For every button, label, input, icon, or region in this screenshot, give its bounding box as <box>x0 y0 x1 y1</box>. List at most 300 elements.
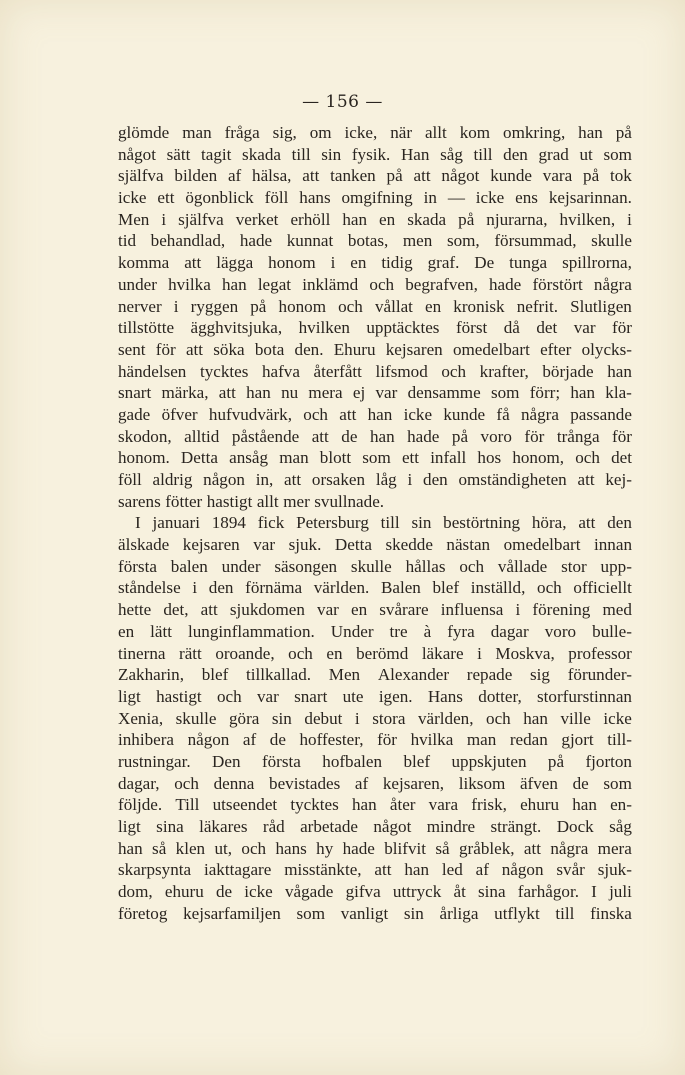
word: hos <box>477 448 502 468</box>
word: i <box>161 209 167 229</box>
word: upp- <box>600 556 632 576</box>
word: att <box>185 339 204 359</box>
word: dotter, <box>478 686 522 706</box>
word: först <box>455 318 488 338</box>
word: vågade <box>284 882 334 902</box>
text-line <box>118 426 632 448</box>
word: de <box>215 882 233 902</box>
word: de <box>341 426 358 446</box>
word: blott <box>319 448 352 468</box>
word: gråblek, <box>459 838 515 858</box>
word: hållas <box>405 556 446 576</box>
word: som <box>603 144 632 164</box>
word: strängt. <box>490 817 542 836</box>
word: honom <box>278 296 326 316</box>
word: hvilka <box>168 274 211 294</box>
word: första <box>261 751 301 771</box>
word: efter <box>540 339 572 359</box>
word: sjukdomen <box>229 600 305 620</box>
text-line <box>118 816 632 838</box>
word: i <box>330 253 336 273</box>
word: repade <box>466 665 513 685</box>
word: lunginflammation. <box>188 621 315 641</box>
word: dom, <box>118 882 153 902</box>
word: på <box>458 209 475 229</box>
word: under <box>221 556 261 576</box>
word: han <box>221 274 247 294</box>
word: januari <box>152 513 200 533</box>
word: ryggen <box>190 296 239 316</box>
text-line <box>118 252 632 274</box>
word: kunnat <box>286 231 334 251</box>
word: in <box>423 188 437 208</box>
word: ägghvitsjuka, <box>190 318 283 338</box>
word: var <box>317 600 339 620</box>
word: skedde <box>385 535 433 555</box>
word: något <box>373 817 412 836</box>
word: man <box>279 448 309 468</box>
word: en <box>379 209 396 229</box>
word: på <box>451 426 469 446</box>
word: af <box>242 730 257 750</box>
word: några <box>520 404 559 424</box>
word: det <box>611 448 632 468</box>
word: sin <box>271 708 292 728</box>
word: aldrig <box>152 470 193 489</box>
word: han <box>523 708 548 728</box>
word: orsaken <box>311 470 366 489</box>
text-line <box>118 144 632 166</box>
word: fråga <box>224 123 260 142</box>
word: iakttagare <box>203 860 272 880</box>
word: gade <box>118 404 151 424</box>
word: i <box>192 578 198 598</box>
word: sätt <box>166 144 191 164</box>
word: det <box>536 318 558 338</box>
word: blifvit <box>384 838 427 858</box>
word: att <box>302 166 320 186</box>
word: densamme <box>407 383 481 403</box>
word: led <box>441 860 463 880</box>
text-line <box>118 621 632 643</box>
word: infall <box>430 448 467 468</box>
word: komma <box>118 253 170 273</box>
word: kejsaren <box>182 535 240 555</box>
word: fysik. <box>351 144 391 164</box>
word: blef <box>403 751 431 771</box>
word: händelsen <box>118 361 187 381</box>
word: legat <box>257 274 292 294</box>
word: några <box>593 274 632 294</box>
word: arbetade <box>300 817 358 836</box>
word: klen <box>175 838 206 858</box>
word: åter <box>389 795 416 815</box>
word: han <box>578 123 603 142</box>
text-line <box>118 643 632 665</box>
word: vara <box>542 166 573 186</box>
word: I <box>591 882 597 902</box>
word: sina <box>478 882 506 902</box>
word: liksom <box>458 773 506 793</box>
word: olycks- <box>581 339 632 359</box>
word: allt <box>424 123 447 142</box>
word: nerver <box>118 296 162 316</box>
word: bota <box>254 339 285 359</box>
word: stor <box>561 556 587 576</box>
word: och <box>459 556 485 576</box>
word: fötter <box>165 491 203 511</box>
word: icke <box>403 404 433 424</box>
word: påstående <box>231 426 300 446</box>
word: hastigt <box>206 491 253 511</box>
text-line <box>118 903 632 925</box>
word: gifva <box>345 882 381 902</box>
word: frisk, <box>471 795 507 815</box>
word: fjorton <box>585 751 632 771</box>
word: denna <box>213 773 255 793</box>
word: läkares <box>199 817 248 836</box>
word: den <box>607 513 632 533</box>
word: sina <box>156 817 184 836</box>
word: redan <box>509 730 548 750</box>
text-line <box>118 838 632 860</box>
word: han <box>118 838 143 858</box>
word: 1894 <box>211 513 246 533</box>
word: hofbalen <box>322 751 383 771</box>
word: göra <box>229 708 260 728</box>
word: hade <box>342 838 375 858</box>
word: tycktes <box>199 361 249 381</box>
word: honom. <box>118 448 170 468</box>
word: professor <box>568 643 632 663</box>
word: misstänkte, <box>284 860 362 880</box>
word: men <box>402 231 433 251</box>
word: officiellt <box>573 578 632 598</box>
word: hvilken <box>298 318 350 338</box>
text-line <box>118 404 632 426</box>
body-text <box>118 122 632 924</box>
word: hastigt <box>156 686 202 706</box>
text-line <box>118 274 632 296</box>
word: i <box>627 209 632 229</box>
text-line <box>118 881 632 903</box>
word: honom, <box>512 448 565 468</box>
word: tanken <box>330 166 376 186</box>
word: och <box>369 274 395 294</box>
word: att <box>577 470 595 489</box>
word: förnäma <box>245 578 303 598</box>
word: Ehuru <box>333 339 376 359</box>
word: till <box>473 144 493 164</box>
word: ens <box>515 188 538 208</box>
word: mer <box>283 491 310 511</box>
word: att <box>284 470 302 489</box>
word: och <box>288 643 313 663</box>
word: tid <box>118 231 137 251</box>
word: på <box>615 123 632 142</box>
word: att <box>578 513 596 533</box>
word: försummad, <box>494 231 577 251</box>
word: till <box>555 903 575 923</box>
word: grad <box>538 144 569 164</box>
word: förr; <box>529 383 561 403</box>
word: glömde <box>118 123 170 142</box>
word: omgifning <box>341 188 413 208</box>
word: utseendet <box>212 795 278 815</box>
word: på <box>547 751 565 771</box>
word: sin <box>403 903 424 923</box>
word: skulle <box>175 708 217 728</box>
word: när <box>390 123 413 142</box>
word: behandlad, <box>150 231 226 251</box>
word: igen. <box>378 686 413 706</box>
word: ut <box>579 144 593 164</box>
word: följde. <box>118 795 163 815</box>
word: i <box>477 643 482 663</box>
word: Han <box>400 144 430 164</box>
word: graf. <box>427 253 460 273</box>
word: af <box>475 860 489 880</box>
word: inhibera <box>118 730 175 750</box>
word: bilden <box>174 166 218 186</box>
word: begrafven, <box>405 274 478 294</box>
word: skodon, <box>118 426 172 446</box>
word: vållat <box>374 296 413 316</box>
word: hvilka <box>410 730 454 750</box>
word: snart <box>118 383 152 403</box>
word: de <box>269 730 286 750</box>
word: in, <box>255 470 274 489</box>
word: var <box>253 535 276 555</box>
word: med <box>602 600 632 620</box>
word: lifsmod <box>375 361 428 381</box>
word: företog <box>118 903 168 923</box>
word: rustningar. <box>118 751 191 771</box>
word: han <box>246 383 271 403</box>
word: dagar <box>490 621 529 641</box>
word: i <box>354 708 360 728</box>
word: berömd <box>356 643 409 663</box>
word: och <box>241 838 267 858</box>
word: en <box>425 296 442 316</box>
text-line <box>118 686 632 708</box>
word: den. <box>294 339 324 359</box>
word: och <box>537 578 562 598</box>
word: kla- <box>605 383 632 403</box>
word: såg <box>609 817 632 836</box>
word: man <box>182 123 212 142</box>
word: var <box>256 686 279 706</box>
text-line <box>118 382 632 404</box>
text-line <box>118 491 632 513</box>
word: den <box>503 144 528 164</box>
word: svårare <box>379 600 429 620</box>
word: fick <box>257 513 285 533</box>
word: sig <box>530 665 550 685</box>
word: af <box>354 773 369 793</box>
word: sjuk- <box>597 860 632 880</box>
word: och <box>174 773 199 793</box>
word: omständigheten <box>458 470 567 489</box>
word: under <box>118 274 157 294</box>
text-line <box>118 664 632 686</box>
text-line <box>118 230 632 252</box>
word: sig, <box>272 123 297 142</box>
word: att <box>200 600 218 620</box>
word: hette <box>118 600 152 620</box>
word: såg <box>440 144 463 164</box>
word: han <box>404 860 430 880</box>
word: få <box>496 404 510 424</box>
text-line <box>118 708 632 730</box>
word: öfver <box>161 404 198 424</box>
word: juli <box>609 882 632 902</box>
word: för <box>377 730 397 750</box>
word: till <box>380 513 400 533</box>
word: trånga <box>556 426 600 446</box>
word: ansåg <box>229 448 269 468</box>
word: krafter, <box>479 361 529 381</box>
word: innan <box>594 535 632 555</box>
text-line <box>118 556 632 578</box>
word: omkring, <box>503 123 566 142</box>
word: kejsaren <box>385 339 443 359</box>
word: hoffester, <box>299 730 364 750</box>
word: ett <box>401 448 420 468</box>
word: voro <box>480 426 512 446</box>
word: fyra <box>447 621 475 641</box>
word: svullnade. <box>314 491 385 511</box>
word: kej- <box>605 470 632 489</box>
word: upptäcktes <box>366 318 440 338</box>
word: som <box>490 383 520 403</box>
word: något <box>118 144 156 164</box>
word: kom <box>459 123 491 142</box>
word: ville <box>560 708 591 728</box>
word: de <box>572 773 589 793</box>
word: icke <box>603 708 632 728</box>
word: för <box>612 426 632 446</box>
word: själfva <box>118 166 164 186</box>
word: hy <box>316 838 334 858</box>
word: balen <box>170 556 208 576</box>
word: icke <box>244 882 273 902</box>
word: förening <box>532 600 591 620</box>
word: kronisk <box>453 296 505 316</box>
word: icke <box>475 188 505 208</box>
word: voro <box>544 621 577 641</box>
word: ehuru <box>164 882 204 902</box>
word: att <box>523 838 541 858</box>
word: säsongen <box>274 556 338 576</box>
word: skada <box>242 144 281 164</box>
text-line <box>118 187 632 209</box>
text-line <box>118 599 632 621</box>
word: influensa <box>440 600 504 620</box>
word: lägga <box>216 253 254 273</box>
word: en <box>326 643 343 663</box>
word: blef <box>432 578 460 598</box>
word: icke <box>118 188 147 208</box>
word: vållade <box>497 556 548 576</box>
word: passande <box>570 404 632 424</box>
word: till <box>291 144 311 164</box>
word: i <box>515 600 521 620</box>
word: utflykt <box>494 903 540 923</box>
word: nu <box>281 383 299 403</box>
word: några <box>550 838 589 858</box>
word: vara <box>428 795 459 815</box>
word: till- <box>607 730 632 750</box>
word: dagar, <box>118 773 160 793</box>
word: det, <box>163 600 189 620</box>
word: ögonblick <box>185 188 254 208</box>
word: De <box>474 253 495 273</box>
word: på <box>583 166 600 186</box>
text-line <box>118 317 632 339</box>
word: mindre <box>426 817 476 836</box>
word: farhågor. <box>517 882 579 902</box>
word: hans <box>275 838 307 858</box>
word: hade <box>239 231 273 251</box>
word: då <box>503 318 520 338</box>
word: var <box>573 318 596 338</box>
word: han <box>369 426 395 446</box>
word: förunder- <box>567 665 632 685</box>
word: för <box>155 339 176 359</box>
word: man <box>466 730 497 750</box>
word: så <box>435 838 450 858</box>
word: han <box>570 383 596 403</box>
word: råd <box>262 817 285 836</box>
word: ute <box>342 686 364 706</box>
word: någon <box>203 470 245 489</box>
word: tinerna <box>118 643 166 663</box>
word: skulle <box>591 231 632 251</box>
word: att <box>311 426 329 446</box>
text-line <box>118 296 632 318</box>
word: sarens <box>118 491 161 511</box>
word: ut, <box>214 838 233 858</box>
word: för <box>612 318 632 338</box>
word: Alexander <box>377 665 450 685</box>
word: äfven <box>519 773 558 793</box>
word: tidig <box>381 253 413 273</box>
word: vanligt <box>340 903 389 923</box>
word: världen. <box>313 578 370 598</box>
word: stora <box>372 708 406 728</box>
text-line <box>118 209 632 231</box>
word: han <box>351 795 377 815</box>
word: den <box>423 470 448 489</box>
word: honom <box>268 253 316 273</box>
word: ligt <box>118 686 141 706</box>
word: föll <box>264 188 289 208</box>
word: en <box>350 600 368 620</box>
word: den <box>208 578 234 598</box>
word: älskade <box>118 535 170 555</box>
word: tycktes <box>290 795 339 815</box>
word: mera <box>597 838 632 858</box>
text-line <box>118 447 632 469</box>
word: som, <box>446 231 480 251</box>
word: på <box>386 166 403 186</box>
word: Petersburg <box>296 513 369 533</box>
word: på <box>250 296 267 316</box>
text-line <box>118 729 632 751</box>
word: snart <box>294 686 328 706</box>
word: spillrorna, <box>562 253 632 273</box>
